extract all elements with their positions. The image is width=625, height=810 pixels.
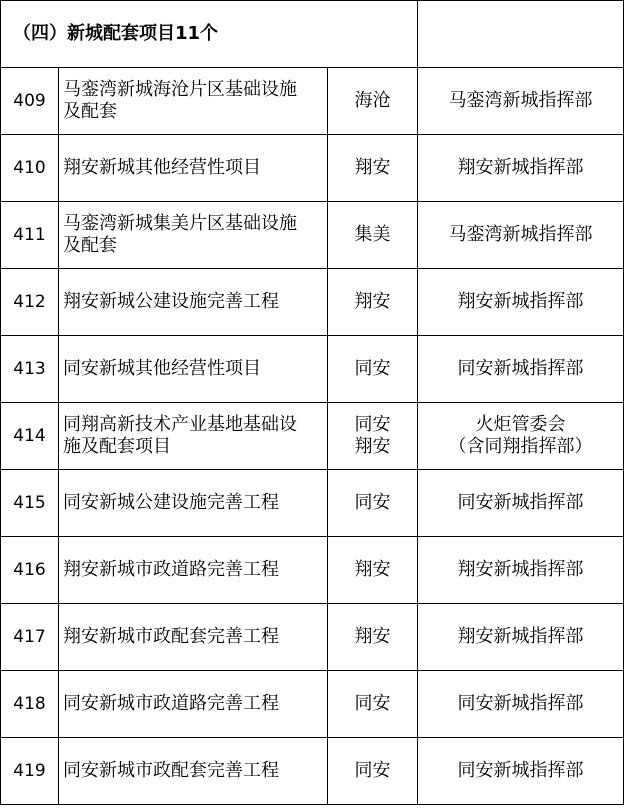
responsible-unit-cell (418, 403, 624, 470)
district-cell (328, 604, 418, 671)
responsible-unit-cell-line: 同安新城指挥部 (457, 760, 584, 781)
responsible-unit-cell-line: 同安新城指挥部 (457, 358, 584, 379)
district-cell-line: 翔安 (354, 291, 391, 312)
row-number-cell: 413 (1, 336, 59, 403)
section-header-empty-cell (418, 1, 624, 68)
district-cell (328, 135, 418, 202)
row-number-cell: 419 (1, 738, 59, 805)
responsible-unit-cell (418, 604, 624, 671)
table-row (1, 470, 624, 537)
project-name-cell (59, 671, 328, 738)
row-number-cell: 416 (1, 537, 59, 604)
project-name-cell-line: 同安新城市政道路完善工程 (63, 693, 279, 714)
responsible-unit-cell-line: 马銮湾新城指挥部 (448, 90, 593, 111)
district-cell-line: 同安 (354, 760, 391, 781)
responsible-unit-cell-line: （含同翔指挥部） (448, 436, 593, 457)
responsible-unit-cell (418, 68, 624, 135)
project-name-cell-line: 翔安新城公建设施完善工程 (63, 291, 279, 312)
project-name-cell (59, 403, 328, 470)
project-name-cell-line: 施及配套项目 (63, 436, 171, 457)
responsible-unit-cell (418, 202, 624, 269)
project-name-cell-line: 翔安新城其他经营性项目 (63, 157, 261, 178)
table-row (1, 135, 624, 202)
table-row (1, 604, 624, 671)
project-name-cell (59, 537, 328, 604)
row-number-cell: 411 (1, 202, 59, 269)
project-name-cell-line: 翔安新城市政道路完善工程 (63, 559, 279, 580)
project-name-cell (59, 202, 328, 269)
section-header-row (1, 1, 624, 68)
responsible-unit-cell (418, 269, 624, 336)
district-cell-line: 翔安 (354, 559, 391, 580)
project-name-cell-line: 马銮湾新城海沧片区基础设施 (63, 79, 297, 100)
section-title: （四）新城配套项目11个 (1, 1, 418, 68)
project-name-cell-line: 及配套 (63, 101, 117, 122)
project-name-cell-line: 马銮湾新城集美片区基础设施 (63, 213, 297, 234)
responsible-unit-cell (418, 135, 624, 202)
district-cell-line: 同安 (354, 492, 391, 513)
district-cell (328, 671, 418, 738)
row-number-cell: 412 (1, 269, 59, 336)
district-cell-line: 翔安 (354, 436, 391, 457)
table-row (1, 671, 624, 738)
table-row (1, 738, 624, 805)
responsible-unit-cell (418, 537, 624, 604)
table-row (1, 537, 624, 604)
project-name-cell (59, 604, 328, 671)
table-row (1, 336, 624, 403)
responsible-unit-cell-line: 翔安新城指挥部 (457, 157, 584, 178)
district-cell (328, 738, 418, 805)
table-row (1, 68, 624, 135)
district-cell (328, 202, 418, 269)
responsible-unit-cell-line: 同安新城指挥部 (457, 693, 584, 714)
responsible-unit-cell (418, 738, 624, 805)
table-row (1, 269, 624, 336)
district-cell-line: 同安 (354, 414, 391, 435)
project-name-cell-line: 翔安新城市政配套完善工程 (63, 626, 279, 647)
responsible-unit-cell-line: 翔安新城指挥部 (457, 291, 584, 312)
project-name-cell (59, 470, 328, 537)
district-cell (328, 470, 418, 537)
responsible-unit-cell-line: 翔安新城指挥部 (457, 559, 584, 580)
project-name-cell-line: 同安新城其他经营性项目 (63, 358, 261, 379)
responsible-unit-cell-line: 马銮湾新城指挥部 (448, 224, 593, 245)
district-cell (328, 68, 418, 135)
table-row (1, 202, 624, 269)
responsible-unit-cell-line: 火炬管委会 (475, 414, 566, 435)
project-name-cell (59, 738, 328, 805)
row-number-cell: 417 (1, 604, 59, 671)
project-name-cell (59, 269, 328, 336)
district-cell-line: 同安 (354, 358, 391, 379)
project-name-cell (59, 336, 328, 403)
project-name-cell-line: 同翔高新技术产业基地基础设 (63, 414, 297, 435)
row-number-cell: 409 (1, 68, 59, 135)
district-cell-line: 翔安 (354, 157, 391, 178)
district-cell-line: 同安 (354, 693, 391, 714)
district-cell-line: 海沧 (354, 90, 391, 111)
row-number-cell: 414 (1, 403, 59, 470)
project-name-cell (59, 68, 328, 135)
row-number-cell: 415 (1, 470, 59, 537)
district-cell-line: 集美 (354, 224, 391, 245)
responsible-unit-cell (418, 671, 624, 738)
table-row (1, 403, 624, 470)
project-name-cell-line: 同安新城公建设施完善工程 (63, 492, 279, 513)
project-name-cell-line: 同安新城市政配套完善工程 (63, 760, 279, 781)
responsible-unit-cell (418, 336, 624, 403)
district-cell (328, 537, 418, 604)
project-name-cell-line: 及配套 (63, 235, 117, 256)
responsible-unit-cell-line: 翔安新城指挥部 (457, 626, 584, 647)
project-name-cell (59, 135, 328, 202)
district-cell (328, 336, 418, 403)
responsible-unit-cell-line: 同安新城指挥部 (457, 492, 584, 513)
responsible-unit-cell (418, 470, 624, 537)
district-cell (328, 403, 418, 470)
row-number-cell: 418 (1, 671, 59, 738)
district-cell (328, 269, 418, 336)
district-cell-line: 翔安 (354, 626, 391, 647)
row-number-cell: 410 (1, 135, 59, 202)
